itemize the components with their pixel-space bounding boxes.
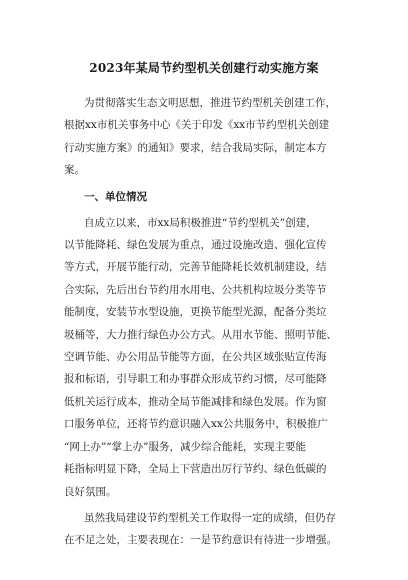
paragraph-line: 等方式，开展节能行动，完善节能降耗长效机制建设，结 <box>64 261 327 274</box>
unit-situation-paragraph <box>64 212 344 503</box>
paragraph-line: 在不足之处，主要表现在：一是节约意识有待进一步增强。 <box>64 534 337 547</box>
paragraph-line: 行动实施方案》的通知》要求，结合我局实际，制定本方 <box>64 141 327 154</box>
paragraph-line: 报和标语，引导职工和办事群众形成节约习惯，尽可能降 <box>64 373 327 386</box>
paragraph-line: 低机关运行成本，推动全局节能减排和绿色发展。作为窗 <box>64 395 327 408</box>
section-heading-unit-situation: 一、单位情况 <box>84 190 147 203</box>
paragraph-line: 案。 <box>64 164 85 177</box>
paragraph-line: 根据xx市机关事务中心《关于印发《xx市节约型机关创建 <box>64 119 330 132</box>
paragraph-line: 合实际，先后出台节约用水用电、公共机构垃圾分类等节 <box>64 283 327 296</box>
intro-paragraph <box>64 92 344 182</box>
paragraph-line: 耗指标明显下降，全局上下营造出厉行节约、绿色低碳的 <box>64 463 327 476</box>
paragraph-line: 能制度，安装节水型设施，更换节能型光源，配备分类垃 <box>64 306 327 319</box>
paragraph-line: “网上办”“掌上办”服务，减少综合能耗，实现主要能 <box>64 440 306 453</box>
document-title: 2023年某局节约型机关创建行动实施方案 <box>89 61 319 75</box>
paragraph-line: 圾桶等，大力推行绿色办公方式。从用水节能、照明节能、 <box>64 328 337 341</box>
shortcomings-paragraph <box>64 507 344 552</box>
paragraph-line: 以节能降耗、绿色发展为重点，通过设施改造、强化宣传 <box>64 239 327 252</box>
paragraph-line: 口服务单位，还将节约意识融入xx公共服务中，积极推广 <box>64 418 328 431</box>
paragraph-line: 良好氛围。 <box>64 485 117 498</box>
paragraph-line: 自成立以来，市xx局积极推进“节约型机关”创建， <box>84 216 317 229</box>
paragraph-line: 空调节能、办公用品节能等方面，在公共区域张贴宣传海 <box>64 351 327 364</box>
paragraph-line: 为贯彻落实生态文明思想，推进节约型机关创建工作， <box>84 97 336 109</box>
paragraph-line: 虽然我局建设节约型机关工作取得一定的成绩，但仍存 <box>84 511 336 524</box>
